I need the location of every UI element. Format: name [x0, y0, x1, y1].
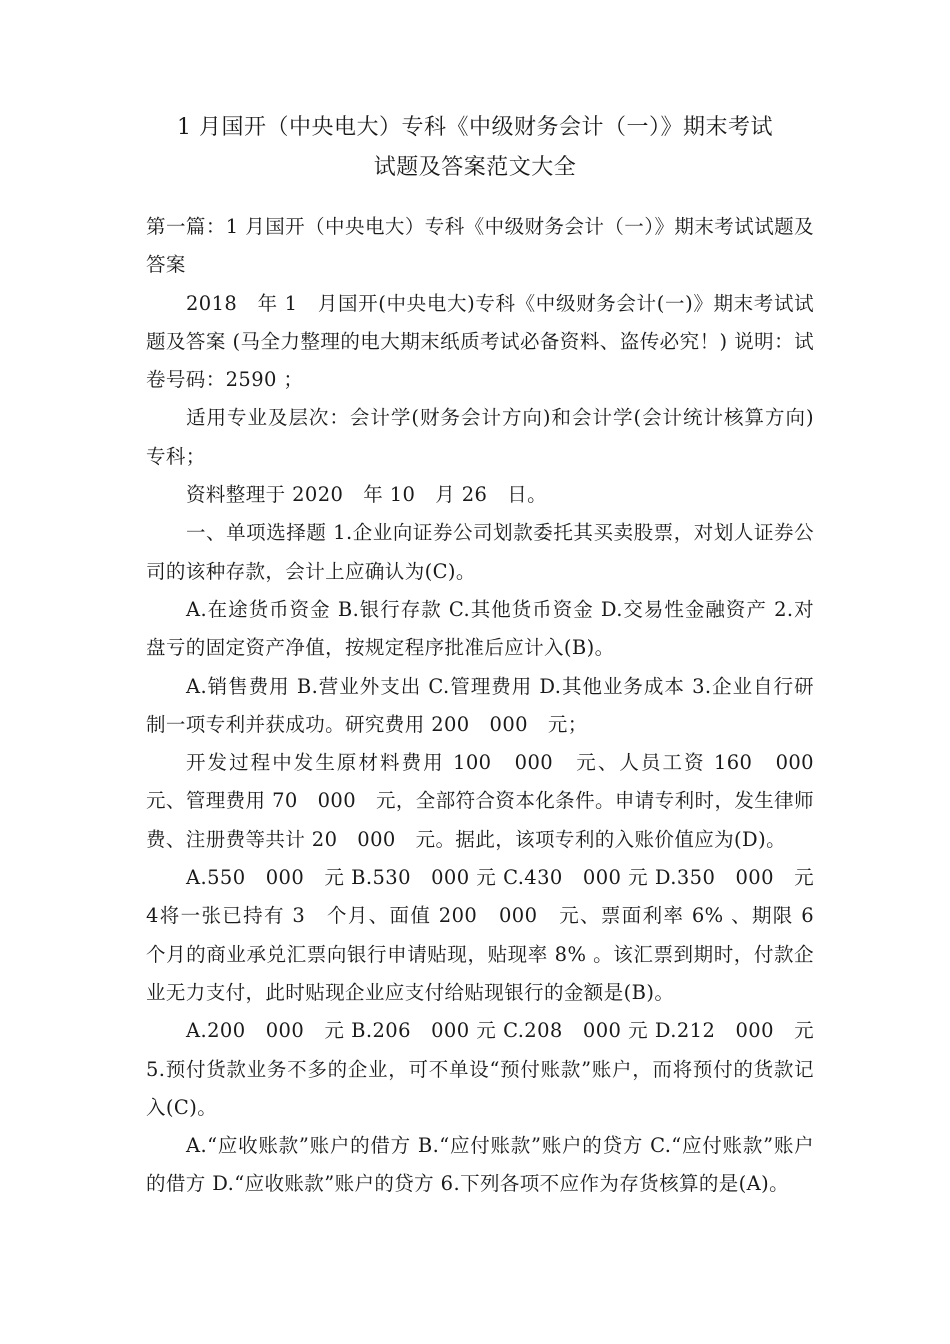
paragraph-options-4: A.200 000 元 B.206 000 元 C.208 000 元 D.212 000 元 5.预付货款业务不多的企业，可不单设“预付账款”账户，而将预付的货款记入(C)。 [146, 1019, 814, 1119]
paragraph-question-1: 一、单项选择题 1.企业向证券公司划款委托其买卖股票，对划人证券公司的该种存款，会计上应确认为(C)。 [146, 521, 814, 583]
paragraph-options-1: A.在途货币资金 B.银行存款 C.其他货币资金 D.交易性金融资产 2.对盘亏的固定资产净值，按规定程序批准后应计入(B)。 [146, 597, 814, 660]
paragraph-question-3-detail: 开发过程中发生原材料费用 100 000 元、人员工资 160 000 元、管理费用 70 000 元，全部符合资本化条件。申请专利时，发生律师费、注册费等共计 20 000 元。据此，该项专利的入账价值应为(D)。 [146, 751, 834, 851]
paragraph-options-2: A.销售费用 B.营业外支出 C.管理费用 D.其他业务成本 3.企业自行研制一项专利并获成功。研究费用 200 000 元； [146, 674, 814, 736]
paragraph-date: 资料整理于 2020 年 10 月 26 日。 [186, 483, 548, 507]
document-title-line-1: 1 月国开（中央电大）专科《中级财务会计（一）》期末考试 [177, 115, 773, 140]
paragraph-intro: 2018 年 1 月国开(中央电大)专科《中级财务会计(一)》期末考试试题及答案 (马全力整理的电大期末纸质考试必备资料、盗传必究！) 说明：试卷号码：2590 ； [146, 291, 814, 392]
section-heading: 第一篇：1 月国开（中央电大）专科《中级财务会计（一）》期末考试试题及答案 [146, 215, 814, 277]
paragraph-options-3: A.550 000 元 B.530 000 元 C.430 000 元 D.350 000 元 4将一张已持有 3 个月、面值 200 000 元、票面利率 6% 、期限 6 个月的商业承兑汇票向银行申请贴现，贴现率 8% 。该汇票到期时，付款企业无力支付，此时贴现企业应支付给贴现银行的金额是(B)。 [146, 866, 834, 1004]
paragraph-majors: 适用专业及层次：会计学(财务会计方向)和会计学(会计统计核算方向)专科； [146, 406, 814, 468]
paragraph-options-5: A.“应收账款”账户的借方 B.“应付账款”账户的贷方 C.“应付账款”账户的借方 D.“应收账款”账户的贷方 6.下列各项不应作为存货核算的是(A)。 [146, 1134, 814, 1196]
document-title-line-2: 试题及答案范文大全 [373, 155, 577, 180]
document-body [146, 208, 834, 1204]
